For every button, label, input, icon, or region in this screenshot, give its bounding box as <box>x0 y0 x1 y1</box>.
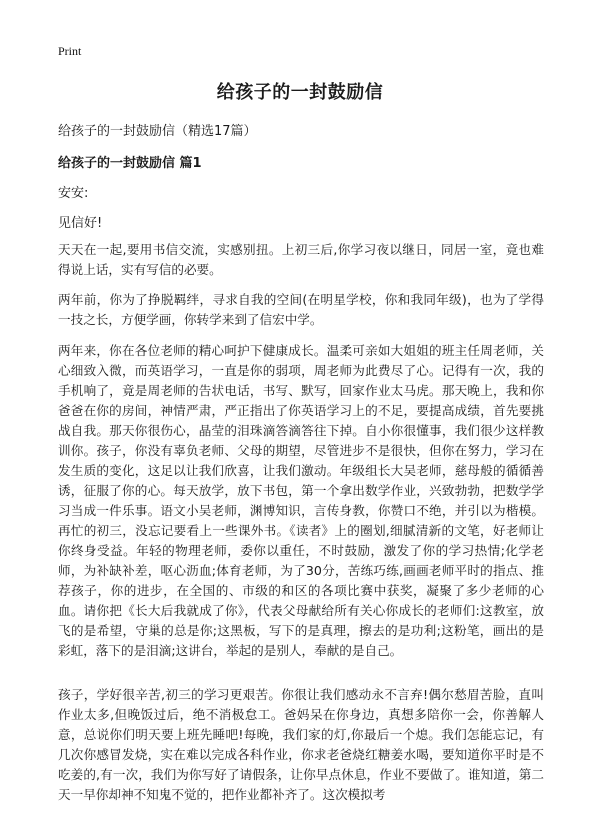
letter-salutation: 安安: <box>58 186 89 201</box>
document-subtitle: 给孩子的一封鼓励信（精选17篇） <box>58 124 257 139</box>
paragraph: 天天在一起,要用书信交流，实感别扭。上初三后,你学习夜以继日，同居一室，竟也难得说上话，实有写信的必要。 <box>58 242 544 277</box>
page-title: 给孩子的一封鼓励信 <box>216 82 384 103</box>
paragraph: 孩子，学好很辛苦,初三的学习更艰苦。你很让我们感动永不言弃!偶尔愁眉苦脸，直叫作业太多,但晚饭过后，绝不消极怠工。爸妈呆在你身边，真想多陪你一会，你善解人意，总说你们明天要上班先睡吧!每晚，我们家的灯,你最后一个熄。我们怎能忘记，有几次你感冒发烧，实在难以完成各科作业，你求老爸烧红糖姜水喝，要知道你平时是不吃姜的,有一次，我们为你写好了请假条，让你早点休息，作业不要做了。谁知道，第二天一早你却神不知鬼不觉的，把作业都补齐了。这次模拟考 <box>58 687 544 802</box>
paragraph: 两年前，你为了挣脱羁绊，寻求自我的空间(在明星学校，你和我同年级)，也为了学得一技之长，方便学画，你转学来到了信宏中学。 <box>58 292 544 327</box>
section-heading: 给孩子的一封鼓励信 篇1 <box>58 156 202 171</box>
paragraph: 两年来，你在各位老师的精心呵护下健康成长。温柔可亲如大姐姐的班主任周老师，关心细致入微，而英语学习，一直是你的弱项，周老师为此费尽了心。记得有一次，我的手机响了，竟是周老师的告状电话，书写、默写，回家作业太马虎。那天晚上，我和你爸爸在你的房间，神情严肃，严正指出了你英语学习上的不足，要提高成绩，首先要挑战自我。那天你很伤心，晶莹的泪珠滴答滴答往下掉。自小你很懂事，我们很少这样教训你。孩子，你没有辜负老师、父母的期望，尽管进步不是很快，但你在努力，学习在发生质的变化，这足以让我们欣喜，让我们激动。年级组长大吴老师，慈母般的循循善诱，征服了你的心。每天放学，放下书包，第一个拿出数学作业，兴致勃勃，把数学学习当成一件乐事。语文小吴老师，渊博知识，言传身教，你赞口不绝，并引以为楷模。再忙的初三，没忘记要看上一些课外书。《读者》上的圈划,细腻清新的文笔，好老师让你终身受益。年轻的物理老师，委你以重任，不时鼓励，激发了你的学习热情;化学老师，为补缺补差，呕心沥血;体育老师，为了30分，苦练巧练,画画老师平时的指点、推荐孩子，你的进步，在全国的、市级的和区的各项比赛中获奖，凝聚了多少老师的心血。请你把《长大后我就成了你》，代表父母献给所有关心你成长的老师们:这教室，放飞的是希望，守巢的总是你;这黑板，写下的是真理，擦去的是功利;这粉笔，画出的是彩虹，落下的是泪滴;这讲台，举起的是别人，奉献的是自己。 <box>58 343 544 658</box>
letter-greeting: 见信好! <box>58 216 103 231</box>
print-link[interactable]: Print <box>58 44 82 58</box>
